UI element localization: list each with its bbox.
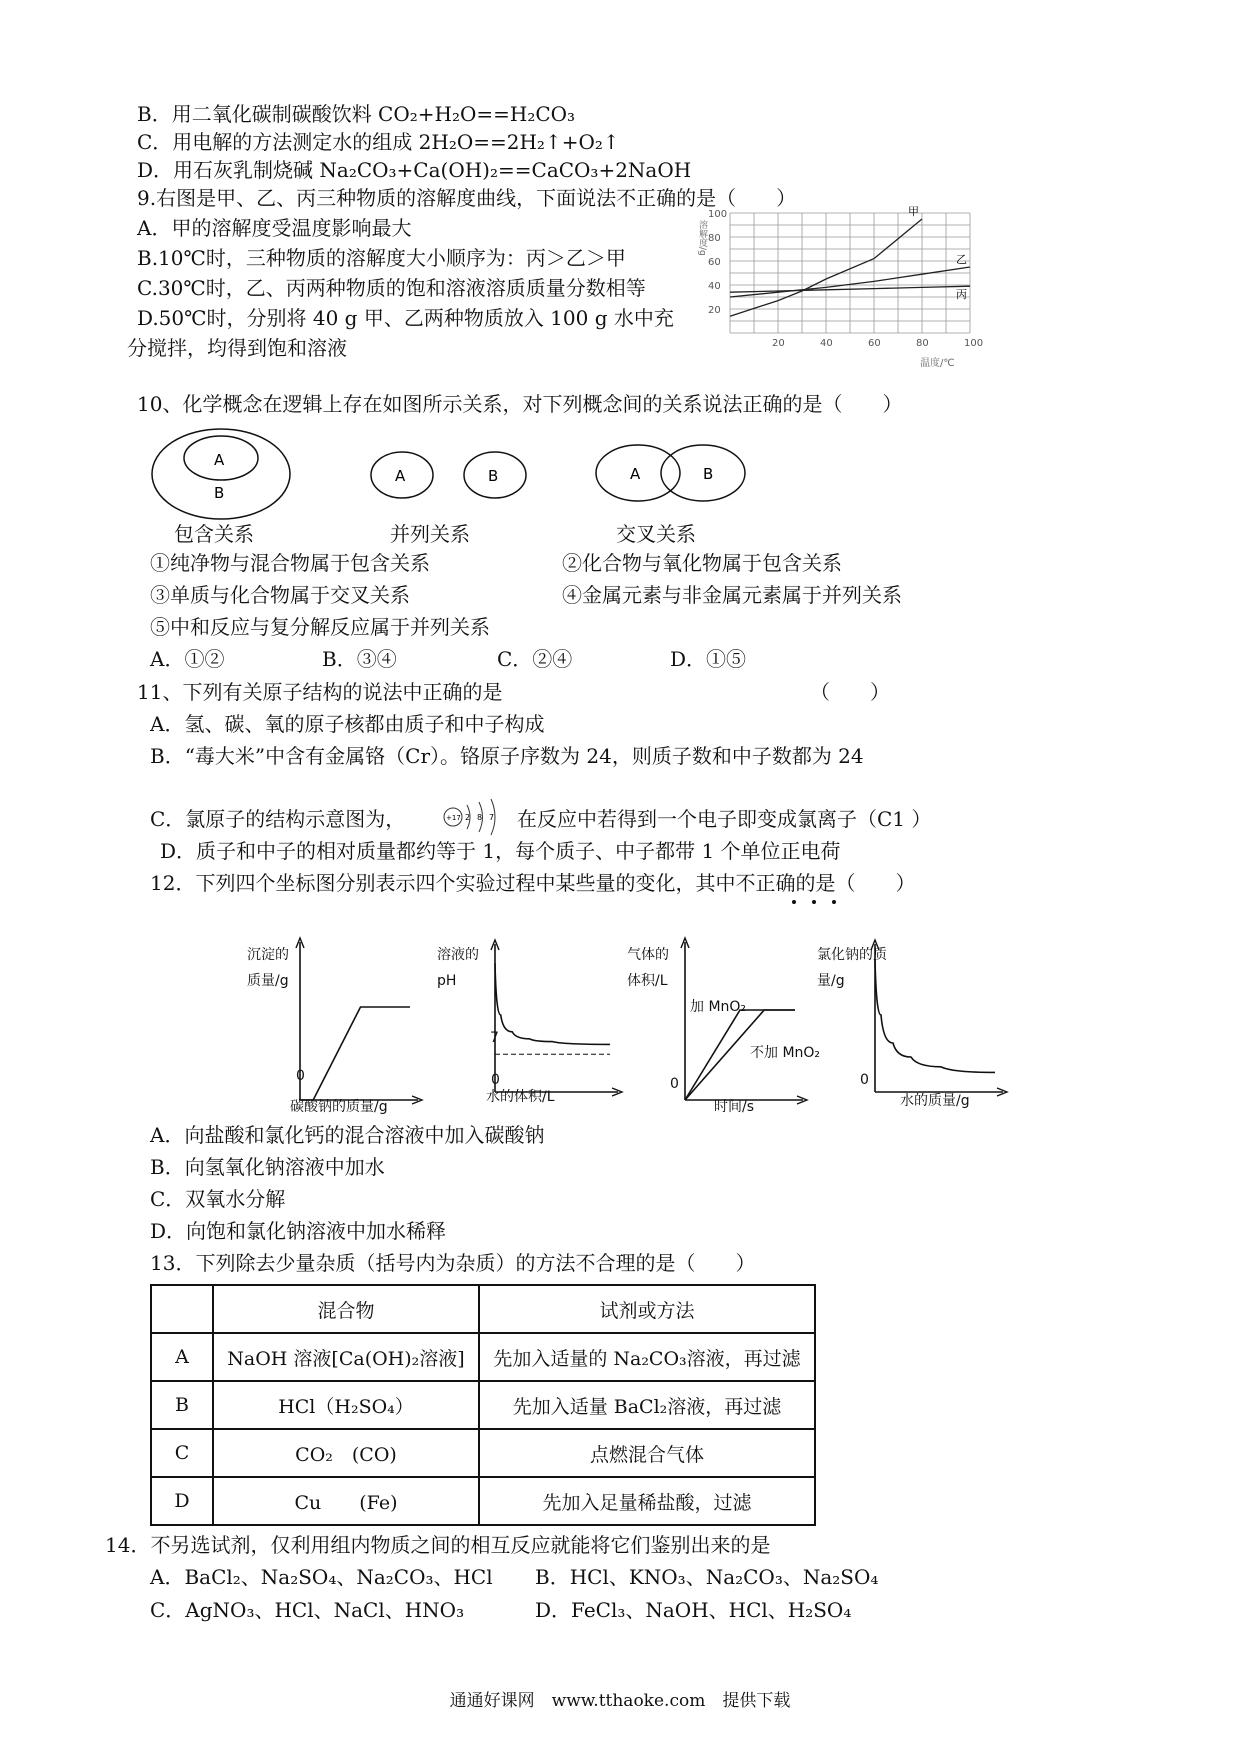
atom-shell-2: 8 (477, 813, 483, 822)
caption-parallel: 并列关系 (390, 522, 470, 546)
footer-source: 通通好课网 www.tthaoke.com 提供下载 (449, 1691, 791, 1711)
q14-stem: 14．不另选试剂，仅利用组内物质之间的相互反应就能将它们鉴别出来的是 (105, 1533, 771, 1557)
graph-d-x-label: 水的质量/g (900, 1093, 970, 1109)
atom-nucleus-label: +17 (446, 814, 461, 822)
solubility-chart-y-label: 溶解度/g (697, 220, 707, 256)
table-cell: C (151, 1429, 213, 1477)
q9-option-c: C.30℃时，乙、丙两种物质的饱和溶液溶质质量分数相等 (137, 276, 646, 300)
table-cell: 点燃混合气体 (479, 1429, 815, 1477)
q9-option-a: A．甲的溶解度受温度影响最大 (137, 216, 412, 240)
q11-option-b: B．“毒大米”中含有金属铬（Cr）。铬原子序数为 24，则质子数和中子数都为 24 (150, 744, 864, 768)
y-tick-label: 60 (708, 257, 721, 268)
table-cell: Cu (Fe) (213, 1477, 479, 1525)
y-tick-label: 20 (708, 305, 721, 316)
table-header-cell: 试剂或方法 (479, 1285, 815, 1333)
table-header-row (151, 1285, 815, 1333)
parallel-label-b: B (488, 467, 499, 485)
q10-option-d: D．①⑤ (670, 647, 747, 671)
table-cell: NaOH 溶液[Ca(OH)₂溶液] (213, 1333, 479, 1381)
q11-stem: 11、下列有关原子结构的说法中正确的是 (137, 680, 503, 704)
table-header-cell: 混合物 (213, 1285, 479, 1333)
graph-d-y-label: 氯化钠的质量/g (817, 947, 887, 989)
q10-statement-1: ①纯净物与混合物属于包含关系 (150, 551, 430, 575)
q13-stem: 13．下列除去少量杂质（括号内为杂质）的方法不合理的是（ ） (150, 1251, 756, 1275)
contain-label-b: B (214, 484, 225, 502)
x-tick-label: 80 (916, 338, 929, 349)
y-tick-label: 80 (708, 233, 721, 244)
graph-b-reference: 7 (490, 1030, 499, 1046)
solubility-chart (697, 205, 990, 369)
caption-cross: 交叉关系 (616, 522, 696, 546)
x-tick-label: 40 (820, 338, 833, 349)
q11-blank: （ ） (810, 680, 890, 704)
q10-statement-5: ⑤中和反应与复分解反应属于并列关系 (150, 615, 490, 639)
q12-option-c: C．双氧水分解 (150, 1187, 286, 1211)
q8-option-c: C．用电解的方法测定水的组成 2H₂O==2H₂↑+O₂↑ (137, 130, 620, 154)
emphasis-dots (790, 898, 840, 906)
q12-stem: 12．下列四个坐标图分别表示四个实验过程中某些量的变化，其中不正确的是（ ） (150, 871, 916, 895)
contain-label-a: A (214, 451, 225, 469)
table-cell: A (151, 1333, 213, 1381)
table-cell: HCl（H₂SO₄） (213, 1381, 479, 1429)
q9-option-b: B.10℃时，三种物质的溶解度大小顺序为：丙＞乙＞甲 (137, 246, 626, 270)
q11-option-c: C．氯原子的结构示意图为， (150, 807, 406, 831)
parallel-label-a: A (395, 467, 406, 485)
q10-statement-2: ②化合物与氧化物属于包含关系 (562, 551, 842, 575)
atom-shell-3: 7 (489, 813, 495, 822)
q10-statement-4: ④金属元素与非金属元素属于并列关系 (562, 583, 902, 607)
q10-option-c: C．②④ (497, 647, 573, 671)
y-tick-label: 100 (708, 209, 728, 220)
graph-a-origin: 0 (296, 1068, 305, 1084)
graph-d-origin: 0 (860, 1072, 869, 1088)
series-label-yi: 乙 (956, 253, 967, 266)
graph-b-y-label: 溶液的pH (437, 947, 479, 989)
contain-outer-ellipse (152, 429, 290, 519)
cross-label-a: A (630, 465, 641, 483)
q10-stem: 10、化学概念在逻辑上存在如图所示关系，对下列概念间的关系说法正确的是（ ） (137, 392, 903, 416)
graph-c-origin: 0 (670, 1076, 679, 1092)
graph-series-line-1 (875, 959, 995, 1072)
series-label-bing: 丙 (956, 288, 967, 302)
table-cell: B (151, 1381, 213, 1429)
table-cell: D (151, 1477, 213, 1525)
x-tick-label: 100 (964, 338, 984, 349)
q8-option-b: B．用二氧化碳制碳酸饮料 CO₂+H₂O==H₂CO₃ (137, 102, 576, 126)
graph-c-series-label-1: 加 MnO₂ (690, 999, 747, 1015)
x-tick-label: 60 (868, 338, 881, 349)
y-tick-label: 40 (708, 281, 721, 292)
q12-option-d: D．向饱和氯化钠溶液中加水稀释 (150, 1219, 447, 1243)
q10-option-b: B．③④ (322, 647, 397, 671)
series-label-jia: 甲 (908, 205, 919, 218)
graph-series-line-1 (300, 1007, 410, 1100)
q11-option-d: D．质子和中子的相对质量都约等于 1，每个质子、中子都带 1 个单位正电荷 (160, 839, 841, 863)
q14-option-a: A．BaCl₂、Na₂SO₄、Na₂CO₃、HCl (150, 1565, 493, 1589)
q10-statement-3: ③单质与化合物属于交叉关系 (150, 583, 410, 607)
table-cell: 先加入足量稀盐酸，过滤 (479, 1477, 815, 1525)
cross-label-b: B (703, 465, 714, 483)
table-row (151, 1429, 815, 1477)
graph-a-x-label: 碳酸钠的质量/g (290, 1099, 388, 1115)
table-row (151, 1477, 815, 1525)
chlorine-atom-diagram (441, 797, 511, 837)
graph-c-y-label: 气体的体积/L (627, 947, 669, 989)
graph-c-x-label: 时间/s (714, 1099, 755, 1115)
q14-option-d: D．FeCl₃、NaOH、HCl、H₂SO₄ (535, 1598, 852, 1622)
q11-option-c-cont: 在反应中若得到一个电子即变成氯离子（C1 ） (517, 807, 932, 831)
graph-series-line-1 (495, 963, 610, 1044)
q12-option-b: B．向氢氧化钠溶液中加水 (150, 1155, 385, 1179)
table-row (151, 1381, 815, 1429)
q14-option-b: B．HCl、KNO₃、Na₂CO₃、Na₂SO₄ (535, 1565, 879, 1589)
graph-a-y-label: 沉淀的质量/g (247, 947, 289, 989)
x-tick-label: 20 (772, 338, 785, 349)
table-cell: CO₂ (CO) (213, 1429, 479, 1477)
graph-b-x-label: 水的体积/L (486, 1089, 555, 1105)
q9-stem: 9.右图是甲、乙、丙三种物质的溶解度曲线，下面说法不正确的是（ ） (137, 186, 797, 210)
table-cell: 先加入适量 BaCl₂溶液，再过滤 (479, 1381, 815, 1429)
impurity-table (150, 1284, 816, 1526)
q11-option-a: A．氢、碳、氧的原子核都由质子和中子构成 (150, 712, 545, 736)
graph-b-origin: 0 (491, 1072, 500, 1088)
atom-shell-1: 2 (465, 813, 471, 822)
graph-c-series-label-2: 不加 MnO₂ (750, 1045, 821, 1061)
table-cell: 先加入适量的 Na₂CO₃溶液，再过滤 (479, 1333, 815, 1381)
q12-option-a: A．向盐酸和氯化钙的混合溶液中加入碳酸钠 (150, 1123, 545, 1147)
q10-option-a: A．①② (150, 647, 225, 671)
solubility-chart-x-label: 温度/℃ (920, 358, 955, 369)
q8-option-d: D．用石灰乳制烧碱 Na₂CO₃+Ca(OH)₂==CaCO₃+2NaOH (137, 158, 692, 182)
table-row (151, 1333, 815, 1381)
q9-option-d-cont: 分搅拌，均得到饱和溶液 (127, 336, 347, 360)
q9-option-d: D.50℃时，分别将 40 g 甲、乙两种物质放入 100 g 水中充 (137, 306, 674, 330)
caption-contain: 包含关系 (174, 522, 254, 546)
q14-option-c: C．AgNO₃、HCl、NaCl、HNO₃ (150, 1598, 465, 1622)
table-header-cell (151, 1285, 213, 1333)
